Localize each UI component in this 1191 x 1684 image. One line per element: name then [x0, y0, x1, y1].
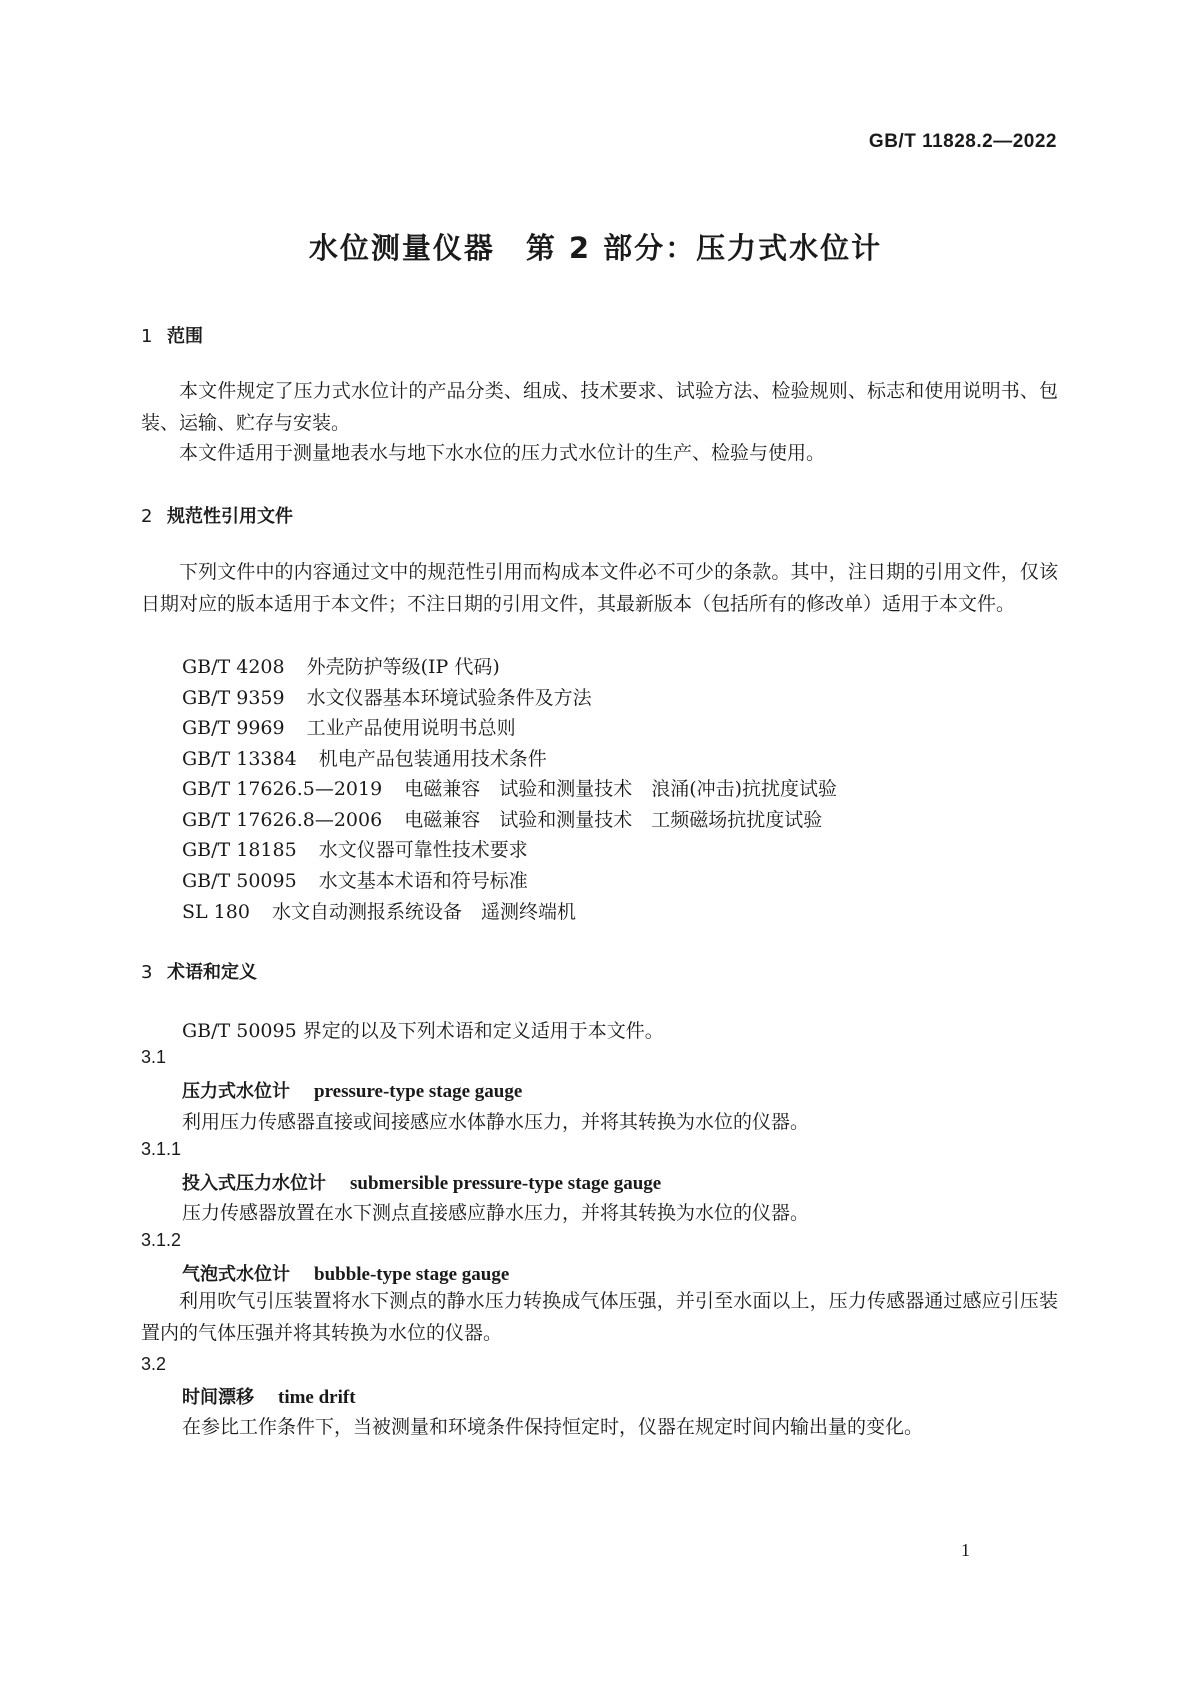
term-en: bubble-type stage gauge — [314, 1264, 510, 1285]
section-number: 2 — [141, 506, 153, 527]
term-number: 3.1.2 — [141, 1230, 182, 1250]
term-heading — [182, 1260, 509, 1286]
reference-code: GB/T 9969 — [182, 717, 285, 739]
term-number: 3.1.1 — [141, 1139, 182, 1159]
section-number: 1 — [141, 326, 153, 347]
reference-title: 水文基本术语和符号标准 — [318, 870, 528, 892]
document-title: 水位测量仪器 第 2 部分：压力式水位计 — [308, 231, 883, 265]
standard-number: GB/T 11828.2—2022 — [868, 131, 1057, 152]
reference-title: 外壳防护等级(IP 代码) — [306, 656, 500, 678]
section-title: 范围 — [167, 326, 203, 347]
term-zh: 投入式压力水位计 — [182, 1173, 326, 1194]
term-definition: 利用压力传感器直接或间接感应水体静水压力，并将其转换为水位的仪器。 — [182, 1111, 810, 1133]
reference-title: 电磁兼容 试验和测量技术 浪涌(冲击)抗扰度试验 — [404, 778, 838, 800]
term-number: 3.2 — [141, 1354, 167, 1374]
paragraph: 下列文件中的内容通过文中的规范性引用而构成本文件必不可少的条款。其中，注日期的引用文件，仅该日期对应的版本适用于本文件；不注日期的引用文件，其最新版本（包括所有的修改单）适用于本文件。 — [141, 561, 1058, 615]
term-en: pressure-type stage gauge — [314, 1081, 523, 1102]
section-number: 3 — [141, 962, 153, 983]
section-2-heading — [141, 502, 293, 528]
reference-item — [182, 866, 528, 893]
paragraph: 本文件规定了压力式水位计的产品分类、组成、技术要求、试验方法、检验规则、标志和使用说明书、包装、运输、贮存与安装。 — [141, 380, 1058, 434]
reference-title: 水文自动测报系统设备 遥测终端机 — [271, 901, 576, 923]
term-en: time drift — [278, 1387, 356, 1408]
term-en: submersible pressure-type stage gauge — [350, 1173, 662, 1194]
reference-code: GB/T 9359 — [182, 687, 285, 709]
reference-title: 电磁兼容 试验和测量技术 工频磁场抗扰度试验 — [404, 809, 823, 831]
term-definition: 利用吹气引压装置将水下测点的静水压力转换成气体压强，并引至水面以上，压力传感器通过感应引压装置内的气体压强并将其转换为水位的仪器。 — [141, 1290, 1058, 1344]
reference-code: GB/T 18185 — [182, 839, 297, 861]
reference-item — [182, 683, 592, 710]
reference-item — [182, 835, 528, 862]
reference-code: GB/T 17626.5—2019 — [182, 778, 383, 800]
section-3-heading — [141, 958, 257, 984]
term-definition: 在参比工作条件下，当被测量和环境条件保持恒定时，仪器在规定时间内输出量的变化。 — [182, 1416, 924, 1438]
reference-title: 水文仪器可靠性技术要求 — [318, 839, 528, 861]
paragraph: GB/T 50095 界定的以及下列术语和定义适用于本文件。 — [182, 1020, 664, 1042]
term-zh: 时间漂移 — [182, 1387, 254, 1408]
section-title: 术语和定义 — [167, 962, 257, 983]
section-1-heading — [141, 322, 203, 348]
section-title: 规范性引用文件 — [167, 506, 293, 527]
reference-title: 机电产品包装通用技术条件 — [318, 748, 547, 770]
term-zh: 压力式水位计 — [182, 1081, 290, 1102]
page-number: 1 — [961, 1540, 970, 1560]
reference-code: GB/T 13384 — [182, 748, 297, 770]
reference-item — [182, 652, 500, 679]
paragraph: 本文件适用于测量地表水与地下水水位的压力式水位计的生产、检验与使用。 — [179, 442, 826, 464]
reference-code: GB/T 17626.8—2006 — [182, 809, 383, 831]
term-definition: 压力传感器放置在水下测点直接感应静水压力，并将其转换为水位的仪器。 — [182, 1202, 810, 1224]
reference-item — [182, 713, 516, 740]
term-zh: 气泡式水位计 — [182, 1264, 290, 1285]
term-heading — [182, 1077, 522, 1103]
reference-item — [182, 744, 547, 771]
term-heading — [182, 1169, 661, 1195]
reference-title: 水文仪器基本环境试验条件及方法 — [306, 687, 592, 709]
term-number: 3.1 — [141, 1047, 167, 1067]
reference-code: GB/T 50095 — [182, 870, 297, 892]
reference-code: SL 180 — [182, 901, 250, 923]
reference-item — [182, 805, 822, 832]
reference-item — [182, 897, 576, 924]
term-heading — [182, 1383, 356, 1409]
reference-code: GB/T 4208 — [182, 656, 285, 678]
reference-item — [182, 774, 837, 801]
reference-title: 工业产品使用说明书总则 — [306, 717, 516, 739]
